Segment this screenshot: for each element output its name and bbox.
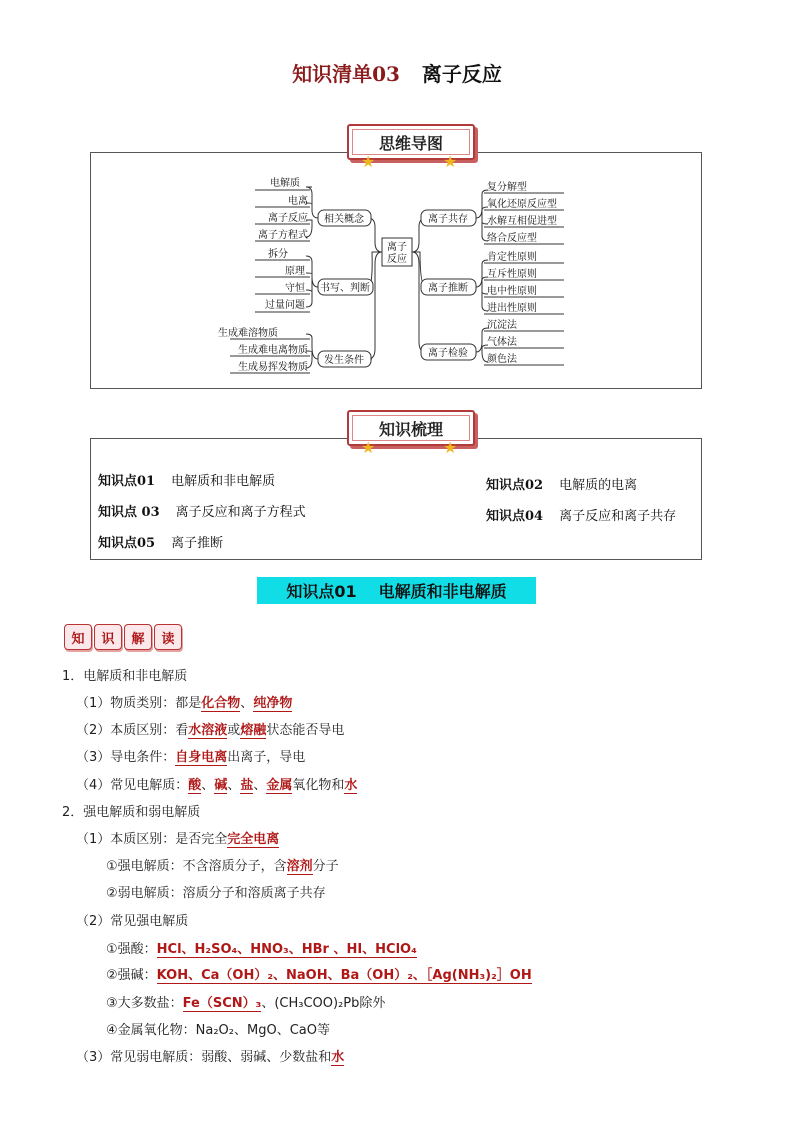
- mindmap-diagram: [90, 152, 702, 389]
- left-item: 拆分: [268, 249, 288, 260]
- line-category: （1）物质类别：都是化合物、纯净物: [76, 696, 293, 711]
- star-icon: ★: [361, 152, 376, 171]
- right-item: 肯定性原则: [487, 252, 537, 263]
- line-common: （4）常见电解质：酸、碱、盐、金属氧化物和水: [76, 778, 358, 793]
- group-label-conditions: 发生条件: [324, 355, 364, 366]
- line-difference: （2）本质区别：看水溶液或熔融状态能否导电: [76, 723, 345, 738]
- mindmap-center-line2: 反应: [387, 254, 407, 265]
- title-number: 知识清单03: [292, 62, 400, 86]
- section-heading: 知识点01 电解质和非电解质: [257, 577, 536, 604]
- group-label-test: 离子检验: [428, 348, 468, 359]
- right-item: 复分解型: [487, 182, 527, 193]
- line-metal-oxide: ④金属氧化物：Na₂O₂、MgO、CaO等: [106, 1023, 330, 1038]
- mindmap-banner-label: 思维导图: [352, 129, 470, 155]
- right-item: 气体法: [487, 337, 517, 348]
- right-item: 进出性原则: [487, 303, 537, 314]
- line-essence: （1）本质区别：是否完全完全电离: [76, 832, 280, 847]
- line-strong-acid: ①强酸：HCl、H₂SO₄、HNO₃、HBr 、HI、HClO₄: [106, 942, 417, 957]
- knowledge-point-03[interactable]: 知识点 03 离子反应和离子方程式: [98, 505, 306, 520]
- right-item: 沉淀法: [487, 320, 517, 331]
- left-item: 离子方程式: [258, 230, 308, 241]
- right-item: 水解互相促进型: [487, 216, 557, 227]
- left-item: 过量问题: [265, 300, 305, 311]
- title-topic: 离子反应: [421, 62, 502, 86]
- line-strong-base: ②强碱：KOH、Ca（OH）₂、NaOH、Ba（OH）₂、［Ag(NH₃)₂］OH: [106, 968, 532, 983]
- heading-2: 2．强电解质和弱电解质: [62, 805, 201, 820]
- line-salts: ③大多数盐：Fe（SCN）₃、(CH₃COO)₂Pb除外: [106, 996, 386, 1011]
- star-icon: ★: [443, 152, 458, 171]
- right-item: 氧化还原反应型: [487, 199, 557, 210]
- review-banner-label: 知识梳理: [352, 415, 470, 441]
- group-label-writing: 书写、判断: [320, 283, 370, 294]
- left-item: 守恒: [285, 283, 305, 294]
- line-weak-common: （3）常见弱电解质：弱酸、弱碱、少数盐和水: [76, 1050, 345, 1065]
- left-item: 电离: [288, 196, 308, 207]
- tag-char: 解: [124, 624, 152, 650]
- page-title: [0, 58, 794, 87]
- tag-char: 知: [64, 624, 92, 650]
- knowledge-point-05[interactable]: 知识点05 离子推断: [98, 536, 224, 551]
- review-banner: [347, 404, 477, 456]
- right-item: 颜色法: [487, 354, 517, 365]
- line-common-strong: （2）常见强电解质: [76, 914, 189, 929]
- line-conduct: （3）导电条件：自身电离出离子，导电: [76, 750, 306, 765]
- star-icon: ★: [443, 438, 458, 457]
- right-item: 互斥性原则: [487, 269, 537, 280]
- heading-1: 1．电解质和非电解质: [62, 669, 188, 684]
- left-item: 电解质: [270, 178, 300, 189]
- right-item: 络合反应型: [487, 233, 537, 244]
- group-label-concepts: 相关概念: [324, 214, 364, 225]
- line-weak: ②弱电解质：溶质分子和溶质离子共存: [106, 886, 326, 901]
- star-icon: ★: [361, 438, 376, 457]
- right-item: 电中性原则: [487, 286, 537, 297]
- knowledge-point-01[interactable]: 知识点01 电解质和非电解质: [98, 474, 276, 489]
- left-item: 生成易挥发物质: [238, 362, 308, 373]
- left-item: 生成难电离物质: [238, 345, 308, 356]
- knowledge-point-04[interactable]: 知识点04 离子反应和离子共存: [486, 509, 677, 524]
- interpretation-tags: [64, 624, 182, 650]
- group-label-coexist: 离子共存: [428, 214, 468, 225]
- left-item: 原理: [285, 266, 305, 277]
- mindmap-center-line1: 离子: [387, 242, 407, 253]
- knowledge-point-02[interactable]: 知识点02 电解质的电离: [486, 478, 638, 493]
- group-label-inference: 离子推断: [428, 283, 468, 294]
- left-item: 生成难溶物质: [218, 328, 278, 339]
- tag-char: 识: [94, 624, 122, 650]
- left-item: 离子反应: [268, 213, 308, 224]
- line-strong: ①强电解质：不含溶质分子，含溶剂分子: [106, 859, 339, 874]
- tag-char: 读: [154, 624, 182, 650]
